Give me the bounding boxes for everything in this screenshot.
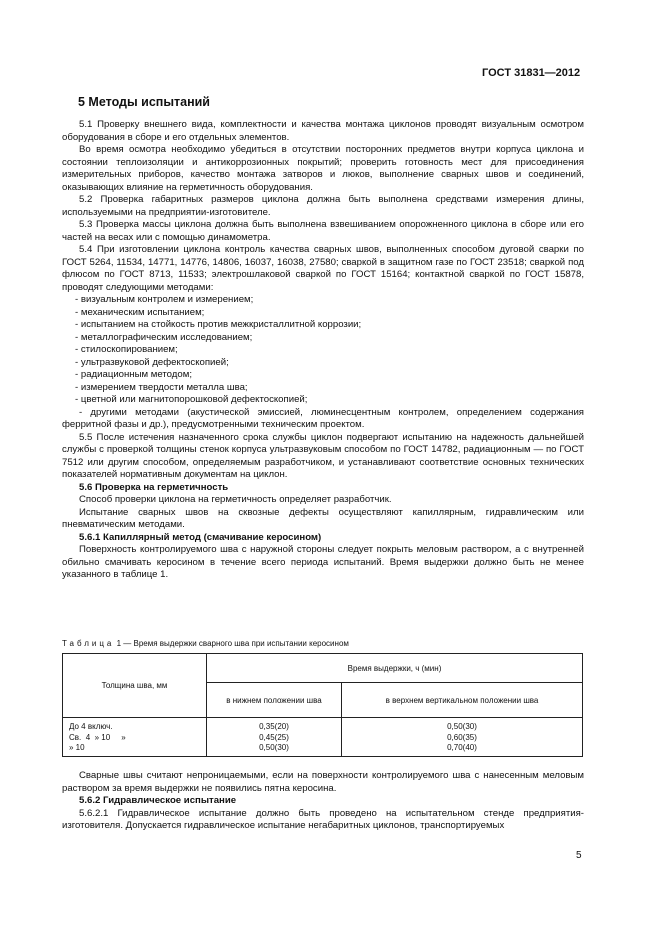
paragraph-5-2: 5.2 Проверка габаритных размеров циклона должна быть выполнена средствами измерения длины, используемыми на предприятии-изготовителе. [62,194,584,218]
paragraph-5-1: 5.1 Проверку внешнего вида, комплектности и качества монтажа циклонов проводят визуальным осмотром оборудования в сборе и его отдельных элементов. [62,119,584,143]
paragraph-5-3: 5.3 Проверка массы циклона должна быть выполнена взвешиванием опорожненного циклона в сборе или его частей на весах или с помощью динамометра. [62,219,584,243]
list-item: - металлографическим исследованием; [75,331,253,343]
paragraph-5-4: 5.4 При изготовлении циклона контроль качества сварных швов, выполненных способом дуговой сварки по ГОСТ 5264, 11534, 14771, 14776, 14806, 16037, 16038, 27580; сваркой в защитном газе по ГОСТ 23518; сваркой под флюсом по ГОСТ 8713, 11533; электрошлаковой сваркой по ГОСТ 15164; контактной сваркой по ГОСТ 15878, проводят следующими методами: [62,244,584,293]
column-header-lower: в нижнем положении шва [207,683,342,718]
column-header-time: Время выдержки, ч (мин) [207,654,583,683]
table-cell-lower: 0,35(20) 0,45(25) 0,50(30) [207,718,342,757]
document-body-continued [62,770,584,833]
table-cell-thickness: До 4 включ. Св. 4 » 10 » » 10 [63,718,207,757]
table-caption [62,639,349,648]
list-item: - радиационным методом; [75,369,192,380]
document-body [62,119,584,582]
section-title: 5 Методы испытаний [78,95,210,109]
paragraph-5-6-2-1: 5.6.2.1 Гидравлическое испытание должно быть проведено на испытательном стенде предприятия-изготовителя. Допускается гидравлическое испытание негабаритных циклонов, транспортируемых [62,807,584,831]
page-number: 5 [576,850,582,861]
paragraph-result: Сварные швы считают непроницаемыми, если на поверхности контролируемого шва с нанесенным меловым раствором за время выдержки не появились пятна керосина. [62,770,584,794]
list-item: - измерением твердости металла шва; [75,381,248,393]
table-caption-word: Таблица [62,639,115,648]
table-caption-text: 1 — Время выдержки сварного шва при испытании керосином [116,639,349,648]
paragraph-5-5: 5.5 После истечения назначенного срока службы циклон подвергают испытанию на надежность дальнейшей службы с проверкой толщины стенок корпуса ультразвуковым способом по ГОСТ 14782, радиационным — по ГОСТ 7512 или другим способом, определяемым разработчиком, и устанавливают соответствие основных технических показателей нормативным документам на циклон. [62,431,584,480]
list-item: - ультразвуковой дефектоскопией; [75,356,229,368]
heading-5-6-2: 5.6.2 Гидравлическое испытание [79,795,237,806]
column-header-upper: в верхнем вертикальном положении шва [342,683,583,718]
list-item: - механическим испытанием; [75,306,205,318]
list-item: - испытанием на стойкость против межкристаллитной коррозии; [75,319,362,330]
column-header-thickness: Толщина шва, мм [63,654,207,718]
heading-5-6-1: 5.6.1 Капиллярный метод (смачивание керосином) [79,531,322,543]
list-item: - стилоскопированием; [75,344,178,355]
exposure-time-table [62,653,583,757]
list-item: - другими методами (акустической эмиссией, люминесцентным контролем, определением содержания ферритной фазы и др.), предусмотренными техническим проектом. [62,406,584,430]
paragraph-inspection: Во время осмотра необходимо убедиться в отсутствии посторонних предметов внутри корпуса циклона и состоянии теплоизоляции и антикоррозионных покрытий; проверить готовность мест для присоединения измерительных приборов, качество монтажа затворов и люков, выполнение сварных швов и соединений, оказывающих влияние на герметичность оборудования. [62,144,584,193]
paragraph-5-6-b: Испытание сварных швов на сквозные дефекты осуществляют капиллярным, гидравлическим или пневматическим методами. [62,506,584,530]
list-item: - цветной или магнитопорошковой дефектоскопией; [75,394,308,405]
paragraph-5-6-1: Поверхность контролируемого шва с наружной стороны следует покрыть меловым раствором, а с внутренней обильно смачивать керосином в течение всего периода испытаний. Время выдержки должно быть не менее указанного в таблице 1. [62,544,584,580]
list-item: - визуальным контролем и измерением; [75,294,254,305]
heading-5-6: 5.6 Проверка на герметичность [79,481,229,493]
table-cell-upper: 0,50(30) 0,60(35) 0,70(40) [342,718,583,757]
paragraph-5-6-a: Способ проверки циклона на герметичность определяет разработчик. [79,494,392,505]
document-code: ГОСТ 31831—2012 [482,67,581,79]
